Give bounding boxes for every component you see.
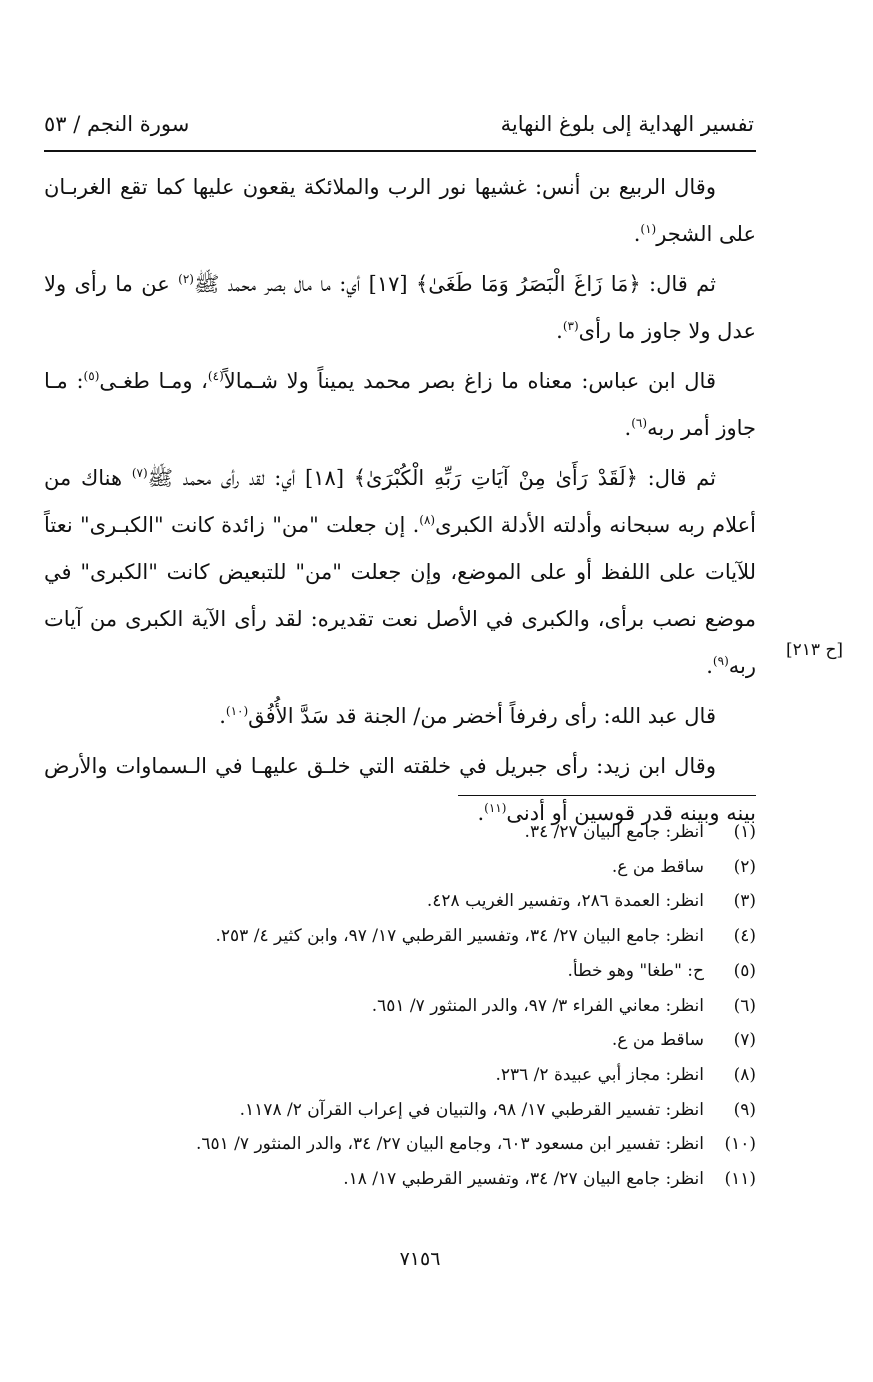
paragraph-text: . إن جعلت "من" زائدة كانت "الكبـرى" نعتاً للآيات على اللفظ أو على الموضع، وإن جعلت "من" للتبعيض كانت "الكبرى" في موضع نصب برأى، والكبرى في الأصل نعت تقديره: لقد رأى الآية الكبرى من آيات ربه	[44, 513, 756, 678]
paragraph-end: .	[624, 416, 632, 440]
footnote-number: (٢)	[733, 856, 756, 877]
manuscript-margin-note: [ح ٢١٣]	[786, 640, 844, 660]
paragraph-text: هناك من أعلام ربه سبحانه وأدلته الأدلة الكبرى	[44, 466, 756, 537]
footnote	[116, 989, 756, 1024]
footnote-text: انظر: العمدة ٢٨٦، وتفسير الغريب ٤٢٨.	[426, 891, 704, 912]
footnote-ref: (٢)	[178, 272, 194, 286]
footnote-number: (٣)	[733, 891, 756, 912]
footnote-number: (٩)	[733, 1099, 756, 1120]
sura-title: سورة النجم / ٥٣	[44, 112, 190, 136]
footnote-text: انظر: تفسير القرطبي ١٧/ ٩٨، والتبيان في إعراب القرآن ٢/ ١١٧٨.	[239, 1099, 704, 1120]
paragraph-text: عن ما رأى ولا عدل ولا جاوز ما رأى	[44, 272, 756, 343]
paragraph-text: : مـا جاوز أمر ربه	[44, 369, 756, 440]
paragraph	[44, 261, 756, 355]
footnote-text: انظر: جامع البيان ٢٧/ ٣٤، وتفسير القرطبي ١٧/ ١٨.	[343, 1169, 704, 1190]
header-rule	[44, 150, 756, 152]
footnote-number: (٨)	[733, 1064, 756, 1085]
footnotes	[116, 815, 756, 1197]
footnote-ref: (٥)	[83, 369, 100, 383]
footnote	[116, 1162, 756, 1197]
footnote-text: انظر: جامع البيان ٢٧/ ٣٤.	[524, 822, 704, 842]
footnote	[116, 1058, 756, 1093]
paragraph	[44, 358, 756, 452]
running-header	[44, 108, 754, 144]
footnote-number: (٤)	[733, 926, 756, 947]
footnote	[116, 919, 756, 954]
footnote-text: انظر: تفسير ابن مسعود ٦٠٣، وجامع البيان ٢٧/ ٣٤، والدر المنثور ٧/ ٦٥١.	[195, 1134, 704, 1155]
footnote-text: انظر: معاني الفراء ٣/ ٩٧، والدر المنثور ٧/ ٦٥١.	[371, 995, 704, 1016]
footnote	[116, 884, 756, 919]
footnote-ref: (٣)	[562, 319, 579, 333]
paragraph-end: .	[219, 704, 226, 728]
footnote	[116, 1093, 756, 1128]
paragraph	[44, 693, 756, 740]
paragraph-end: .	[633, 222, 641, 246]
footnote-text: ساقط من ع.	[611, 856, 704, 877]
paragraph-end: .	[706, 654, 713, 678]
paragraph-text: قال عبد الله: رأى رفرفاً أخضر من/ الجنة قد سَدَّ الأُفُق	[248, 704, 716, 728]
footnote-number: (١٠)	[724, 1134, 756, 1155]
footnote-ref: (٨)	[419, 513, 436, 527]
footnote	[116, 815, 756, 850]
paragraph-text: قال ابن عباس: معناه ما زاغ بصر محمد يميناً ولا شـمالاً	[223, 369, 716, 393]
paragraph-end: .	[556, 319, 563, 343]
footnote-number: (١)	[733, 822, 756, 842]
footnote-rule	[458, 795, 756, 796]
paragraph-text: [١٧] أي: ما مال بصر محمد ﷺ	[193, 272, 416, 296]
footnote	[116, 954, 756, 989]
quran-verse: ﴿مَا زَاغَ الْبَصَرُ وَمَا طَغَىٰ﴾	[415, 272, 641, 296]
page-number: ٧١٥٦	[399, 1248, 441, 1270]
paragraph	[44, 455, 756, 690]
footnote	[116, 1127, 756, 1162]
main-text	[44, 164, 756, 840]
footnote-text: انظر: جامع البيان ٢٧/ ٣٤، وتفسير القرطبي ١٧/ ٩٧، وابن كثير ٤/ ٢٥٣.	[215, 926, 704, 947]
footnote-number: (١١)	[724, 1169, 756, 1190]
footnote-text: انظر: مجاز أبي عبيدة ٢/ ٢٣٦.	[495, 1064, 704, 1085]
footnote-ref: (١١)	[484, 801, 507, 815]
book-title: تفسير الهداية إلى بلوغ النهاية	[500, 112, 754, 136]
paragraph-text: ثم قال:	[640, 272, 716, 296]
footnote	[116, 1023, 756, 1058]
footnote-ref: (٧)	[131, 466, 148, 480]
footnote-ref: (٤)	[207, 369, 224, 383]
paragraph	[44, 164, 756, 258]
footnote-ref: (٩)	[712, 654, 729, 668]
paragraph-text: [١٨] أي: لقد رأى محمد ﷺ	[147, 466, 354, 490]
footnote-number: (٥)	[733, 960, 756, 981]
footnote-number: (٧)	[733, 1030, 756, 1051]
footnote-ref: (٦)	[631, 416, 648, 430]
footnote-ref: (١)	[640, 222, 657, 236]
paragraph-text: وقال ابن زيد: رأى جبريل في خلقته التي خلـق عليهـا في الـسماوات والأرض بينه وبينه قدر قوسين أو أدنى	[44, 754, 756, 825]
footnote-ref: (١٠)	[225, 704, 249, 718]
footnote-text: ح: "طغا" وهو خطأ.	[567, 960, 704, 981]
quran-verse: ﴿لَقَدْ رَأَىٰ مِنْ آيَاتِ رَبِّهِ الْكُبْرَىٰ﴾	[353, 466, 638, 490]
paragraph-text: وقال الربيع بن أنس: غشيها نور الرب والملائكة يقعون عليها كما تقع الغربـان على الشجر	[44, 175, 756, 246]
paragraph-end: .	[477, 801, 485, 825]
footnote-number: (٦)	[733, 995, 756, 1016]
paragraph-text: ثم قال:	[637, 466, 716, 490]
paragraph-text: ، ومـا طغـى	[99, 369, 208, 393]
footnote-text: ساقط من ع.	[611, 1030, 704, 1051]
footnote	[116, 850, 756, 885]
